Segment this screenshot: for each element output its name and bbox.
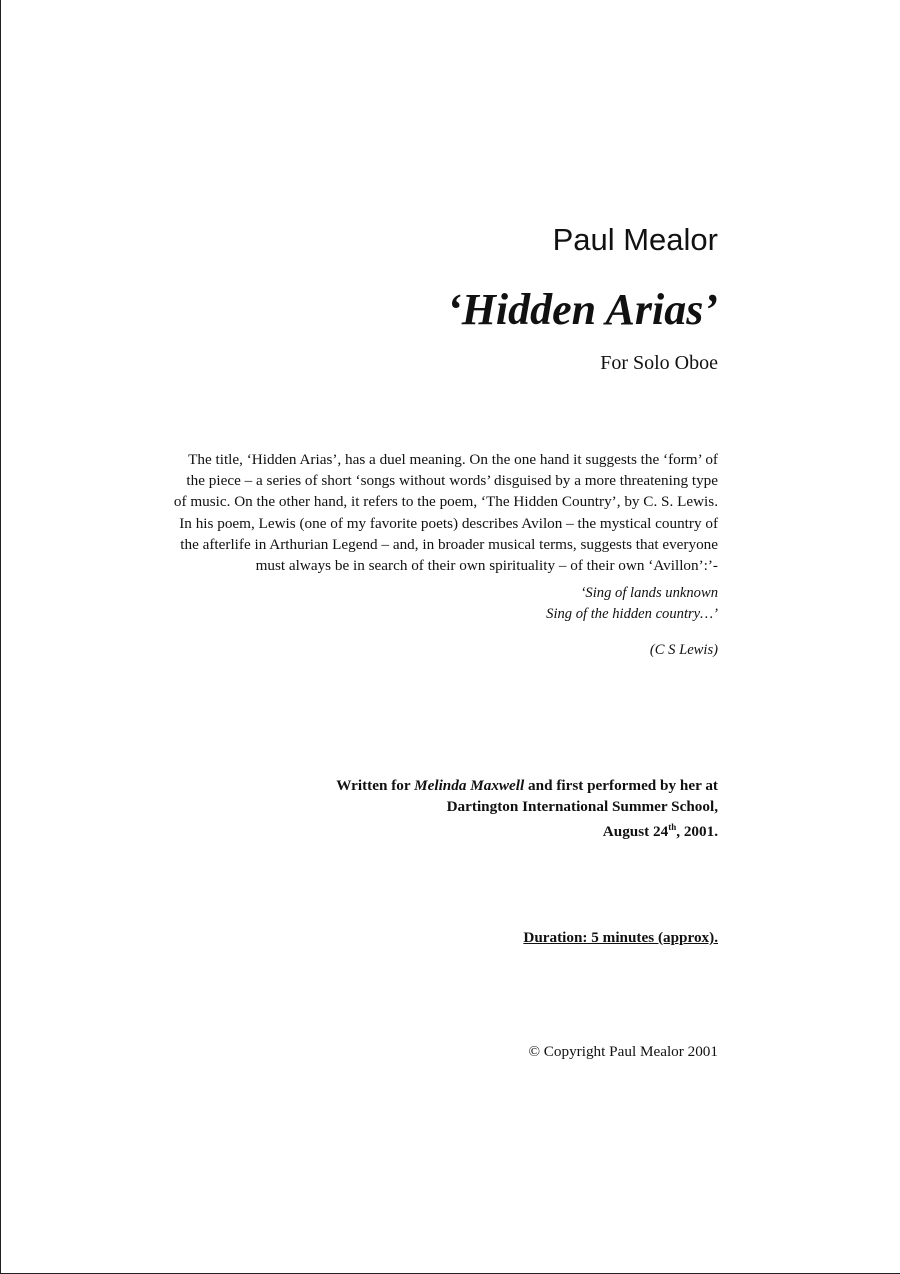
instrumentation: For Solo Oboe: [600, 352, 718, 374]
dedication-line: [336, 775, 718, 796]
poem-quote-line: ‘Sing of lands unknown: [580, 585, 718, 601]
performer-name: Melinda Maxwell: [414, 777, 525, 794]
program-note-line: In his poem, Lewis (one of my favorite poets) describes Avilon – the mystical country of: [179, 514, 718, 532]
dedication: [336, 775, 718, 842]
premiere-date-day: August 24: [602, 823, 669, 840]
program-note: [138, 449, 718, 576]
copyright-notice: © Copyright Paul Mealor 2001: [528, 1043, 718, 1060]
program-note-line: The title, ‘Hidden Arias’, has a duel meaning. On the one hand it suggests the ‘form’ of: [188, 451, 718, 468]
program-note-line: the afterlife in Arthurian Legend – and, in broader musical terms, suggests that everyone: [180, 535, 718, 553]
premiere-venue: Dartington International Summer School,: [446, 798, 718, 815]
premiere-date-ordinal: th: [668, 822, 677, 832]
premiere-date-year: , 2001.: [676, 823, 718, 840]
poem-quote-line: Sing of the hidden country…’: [546, 606, 718, 622]
dedication-prefix: Written for: [336, 777, 415, 794]
premiere-date: [336, 817, 718, 842]
program-note-line: must always be in search of their own spirituality – of their own ‘Avillon’:’-: [255, 557, 718, 575]
dedication-suffix: and first performed by her at: [524, 777, 718, 794]
piece-title: ‘Hidden Arias’: [447, 285, 718, 334]
poem-quote: [546, 583, 718, 625]
quote-attribution: (C S Lewis): [649, 642, 718, 658]
program-note-line: the piece – a series of short ‘songs without words’ disguised by a more threatening type: [186, 472, 718, 490]
duration: Duration: 5 minutes (approx).: [523, 929, 718, 946]
composer-name: Paul Mealor: [552, 222, 718, 257]
program-note-line: of music. On the other hand, it refers to the poem, ‘The Hidden Country’, by C. S. Lewis.: [173, 493, 718, 511]
